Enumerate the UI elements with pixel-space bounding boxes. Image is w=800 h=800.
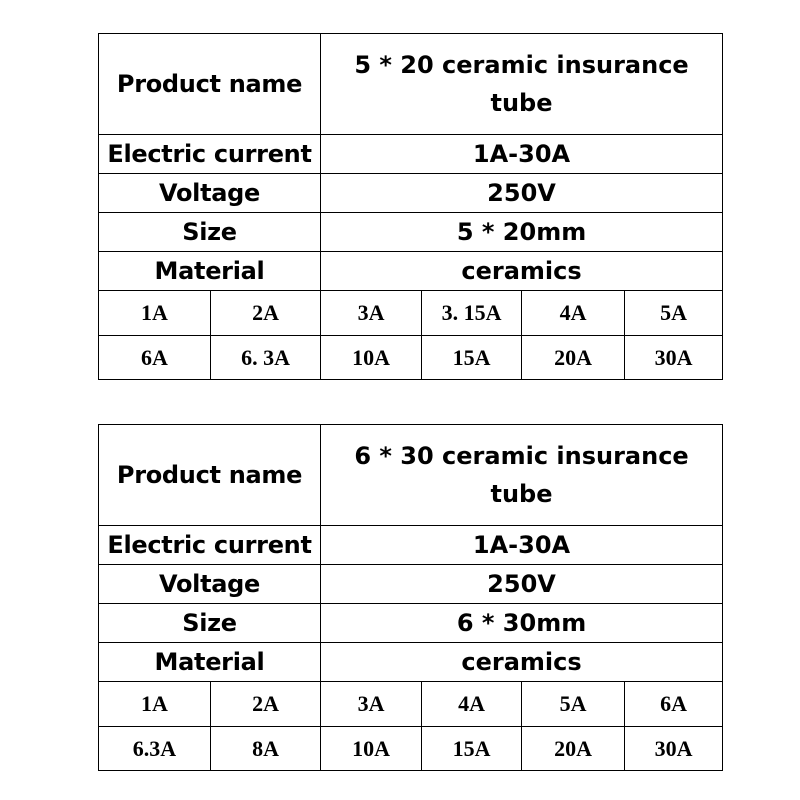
voltage-label: Voltage <box>99 565 321 604</box>
product-name-row <box>99 34 723 135</box>
voltage-label: Voltage <box>99 174 321 213</box>
rating-cell: 4A <box>422 682 522 727</box>
voltage-row <box>99 565 723 604</box>
product-name-label: Product name <box>99 425 321 526</box>
material-row <box>99 643 723 682</box>
rating-cell: 1A <box>99 291 211 336</box>
rating-cell: 3A <box>321 291 422 336</box>
rating-cell: 8A <box>211 727 321 771</box>
rating-cell: 6A <box>625 682 723 727</box>
rating-cell: 5A <box>625 291 723 336</box>
material-value: ceramics <box>321 643 723 682</box>
ratings-row <box>99 727 723 771</box>
product-name-value: 5 * 20 ceramic insurance tube <box>321 34 723 135</box>
material-label: Material <box>99 643 321 682</box>
material-row <box>99 252 723 291</box>
product-name-row <box>99 425 723 526</box>
rating-cell: 10A <box>321 727 422 771</box>
size-label: Size <box>99 213 321 252</box>
rating-cell: 6. 3A <box>211 336 321 380</box>
electric-current-row <box>99 135 723 174</box>
rating-cell: 10A <box>321 336 422 380</box>
electric-current-value: 1A-30A <box>321 526 723 565</box>
electric-current-label: Electric current <box>99 526 321 565</box>
material-label: Material <box>99 252 321 291</box>
rating-cell: 2A <box>211 291 321 336</box>
product-name-value: 6 * 30 ceramic insurance tube <box>321 425 723 526</box>
rating-cell: 30A <box>625 727 723 771</box>
rating-cell: 15A <box>422 336 522 380</box>
fuse-spec-table-6x30 <box>98 424 723 771</box>
electric-current-row <box>99 526 723 565</box>
size-row <box>99 604 723 643</box>
size-value: 5 * 20mm <box>321 213 723 252</box>
rating-cell: 2A <box>211 682 321 727</box>
voltage-value: 250V <box>321 174 723 213</box>
rating-cell: 3. 15A <box>422 291 522 336</box>
rating-cell: 20A <box>522 336 625 380</box>
rating-cell: 30A <box>625 336 723 380</box>
ratings-row <box>99 682 723 727</box>
rating-cell: 6A <box>99 336 211 380</box>
fuse-spec-table-5x20 <box>98 33 723 380</box>
rating-cell: 15A <box>422 727 522 771</box>
size-value: 6 * 30mm <box>321 604 723 643</box>
size-row <box>99 213 723 252</box>
ratings-row <box>99 291 723 336</box>
voltage-row <box>99 174 723 213</box>
size-label: Size <box>99 604 321 643</box>
rating-cell: 1A <box>99 682 211 727</box>
electric-current-label: Electric current <box>99 135 321 174</box>
rating-cell: 5A <box>522 682 625 727</box>
ratings-row <box>99 336 723 380</box>
product-name-label: Product name <box>99 34 321 135</box>
material-value: ceramics <box>321 252 723 291</box>
rating-cell: 3A <box>321 682 422 727</box>
rating-cell: 4A <box>522 291 625 336</box>
electric-current-value: 1A-30A <box>321 135 723 174</box>
voltage-value: 250V <box>321 565 723 604</box>
rating-cell: 20A <box>522 727 625 771</box>
rating-cell: 6.3A <box>99 727 211 771</box>
